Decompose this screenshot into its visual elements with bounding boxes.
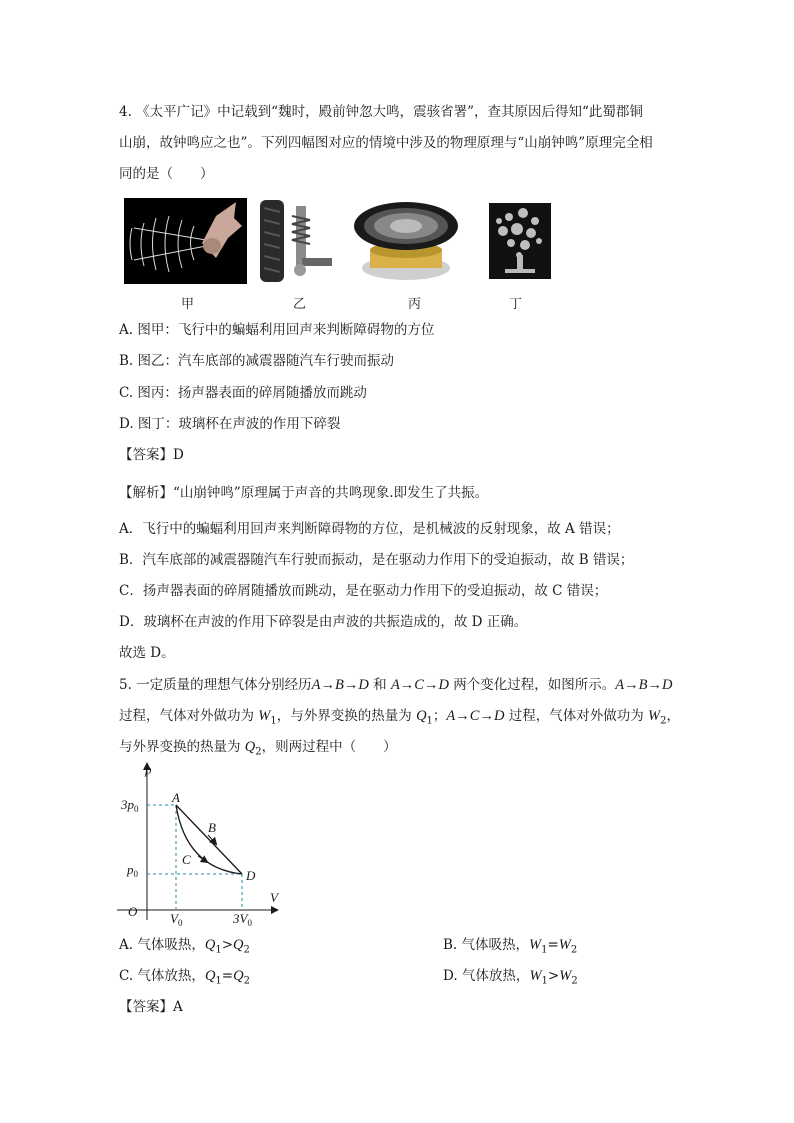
q5-option-a: A. 气体吸热，$Q_1>Q_2$ (119, 937, 250, 956)
point-d: D (246, 868, 256, 883)
q4-answer: 【答案】D (119, 447, 184, 463)
q4-analysis-d: D．玻璃杯在声波的作用下碎裂是由声波的共振造成的，故 D 正确。 (119, 614, 528, 630)
q4-option-b: B. 图乙：汽车底部的减震器随汽车行驶而振动 (119, 353, 395, 369)
point-a: A (172, 790, 180, 805)
loudspeaker-image (350, 198, 462, 284)
x-tick-v0: $V_0$ (170, 911, 183, 928)
caption-yi: 乙 (293, 297, 307, 312)
q5-answer: 【答案】A (119, 999, 183, 1015)
q4-option-c: C. 图丙：扬声器表面的碎屑随播放而跳动 (119, 385, 367, 401)
q4-option-a: A. 图甲：飞行中的蝙蝠利用回声来判断障碍物的方位 (119, 322, 435, 338)
origin-label: O (128, 904, 138, 919)
q4-option-d: D. 图丁：玻璃杯在声波的作用下碎裂 (119, 416, 341, 432)
q4-stem-line1: 4. 《太平广记》中记载到“魏时，殿前钟忽大鸣，震骇省署”，查其原因后得知“此蜀郡铜 (119, 104, 643, 120)
q4-analysis-head: 【解析】“山崩钟鸣”原理属于声音的共鸣现象.即发生了共振。 (119, 485, 489, 501)
q4-conclusion: 故选 D。 (119, 645, 175, 661)
y-tick-p0: $p_0$ (127, 862, 138, 879)
car-shock-absorber-image (258, 198, 338, 284)
q4-stem-line2: 山崩，故钟鸣应之也”。下列四幅图对应的情境中涉及的物理原理与“山崩钟鸣”原理完全相 (119, 135, 653, 151)
bat-echolocation-image (124, 198, 247, 284)
caption-jia: 甲 (181, 297, 195, 312)
shattering-glass-image (489, 203, 551, 279)
pv-diagram (112, 760, 292, 930)
q5-stem-line3: 与外界变换的热量为 $Q_2$，则两过程中（ ） (119, 739, 397, 758)
q5-option-d: D. 气体放热，$W_1>W_2$ (443, 968, 578, 987)
q4-analysis-a: A．飞行中的蝙蝠利用回声来判断障碍物的方位，是机械波的反射现象，故 A 错误； (119, 521, 620, 537)
q5-stem-line2: 过程，气体对外做功为 $W_1$，与外界变换的热量为 $Q_1$；A→C→D 过程，气体对外做功为 $W_2$， (119, 708, 680, 727)
caption-ding: 丁 (509, 297, 523, 312)
arrow-c (198, 856, 207, 862)
v-axis-label: V (270, 890, 278, 905)
point-b: B (208, 820, 216, 835)
q4-analysis-c: C．扬声器表面的碎屑随播放而跳动，是在驱动力作用下的受迫振动，故 C 错误； (119, 583, 608, 599)
guide-lines (147, 805, 242, 910)
point-c: C (182, 852, 191, 867)
q4-stem-line3: 同的是（ ） (119, 166, 214, 182)
x-tick-3v0: $3V_0$ (233, 911, 252, 928)
caption-bing: 丙 (408, 297, 422, 312)
q4-analysis-b: B．汽车底部的减震器随汽车行驶而振动，是在驱动力作用下的受迫振动，故 B 错误； (119, 552, 634, 568)
q5-stem-line1: 5. 一定质量的理想气体分别经历A→B→D 和 A→C→D 两个变化过程，如图所示。A→B→D (119, 677, 673, 693)
q5-option-c: C. 气体放热，$Q_1=Q_2$ (119, 968, 250, 987)
q5-option-b: B. 气体吸热，$W_1=W_2$ (443, 937, 578, 956)
y-tick-3p0: $3p_0$ (121, 797, 139, 814)
p-axis-label: p (145, 762, 152, 777)
